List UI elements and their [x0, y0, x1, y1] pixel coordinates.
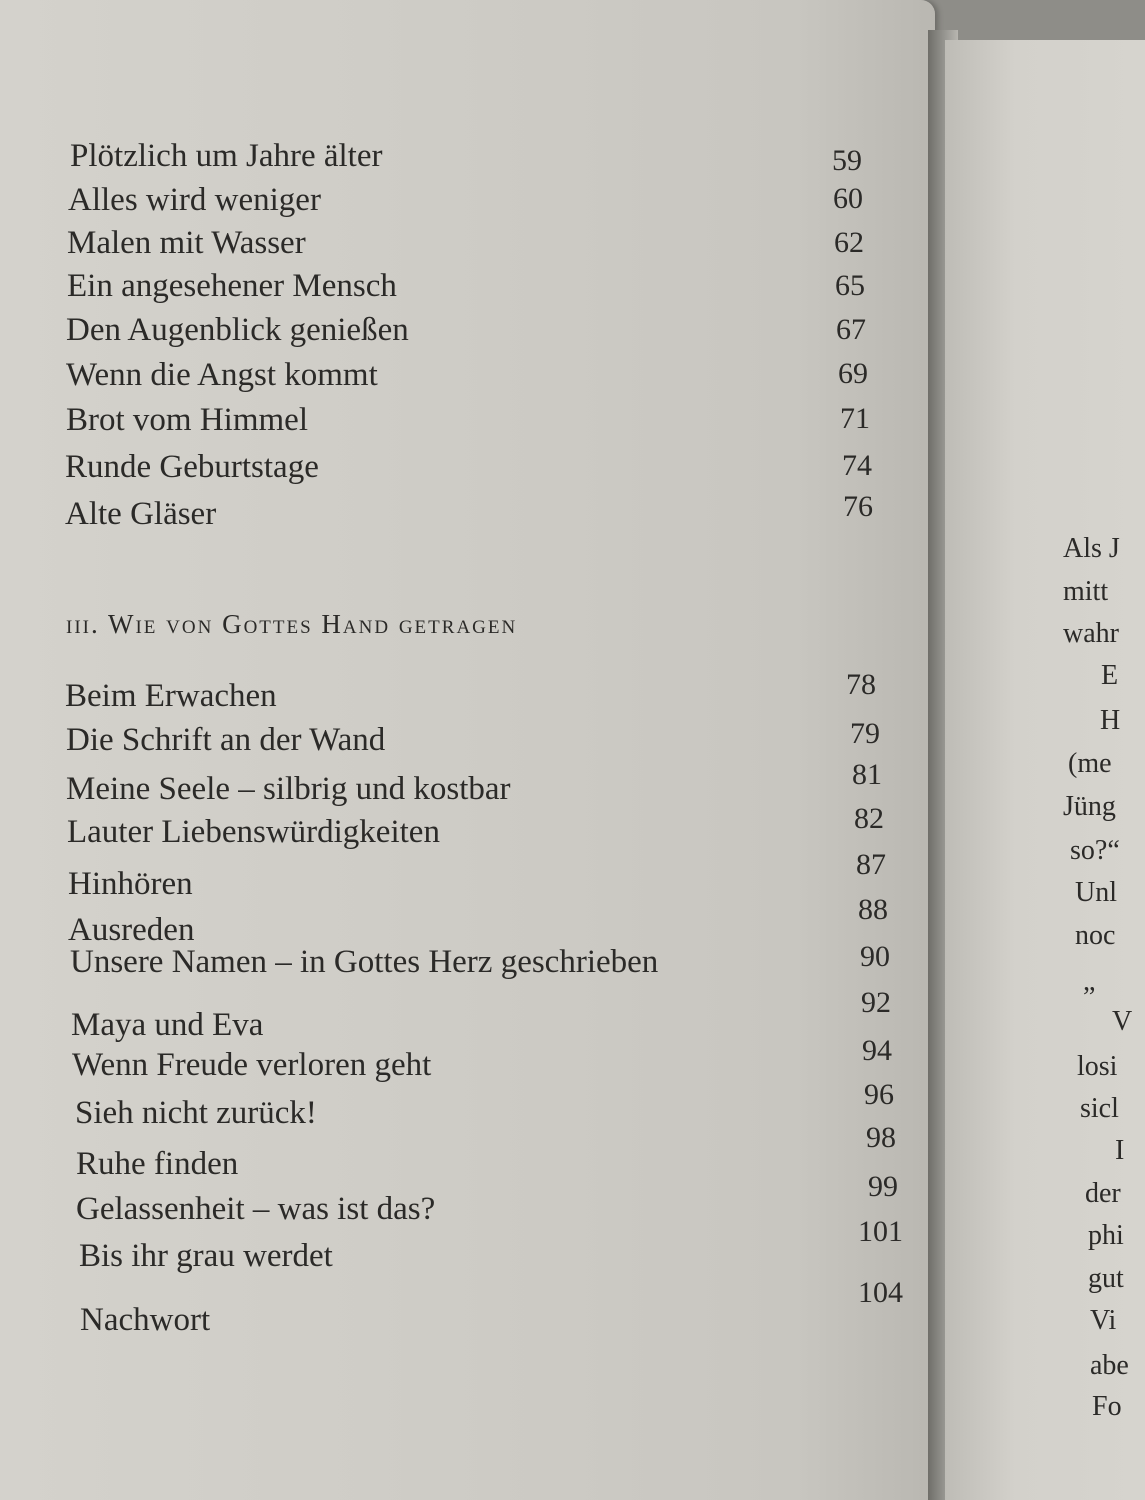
- right-page-line: sicl: [1080, 1093, 1119, 1124]
- toc-entry-page-number: 79: [850, 717, 880, 750]
- toc-entry-title: Ruhe finden: [76, 1146, 239, 1182]
- toc-entry-title: Beim Erwachen: [65, 678, 277, 714]
- toc-entry-page-number: 104: [858, 1276, 903, 1309]
- toc-entry-title: Sieh nicht zurück!: [75, 1095, 317, 1131]
- toc-entry-title: Brot vom Himmel: [66, 402, 308, 438]
- right-page-line: gut: [1088, 1263, 1124, 1294]
- toc-entry-title: Malen mit Wasser: [67, 225, 306, 261]
- toc-entry-page-number: 101: [858, 1215, 903, 1248]
- toc-entry-page-number: 96: [864, 1078, 894, 1111]
- right-page-line: Als J: [1063, 533, 1120, 564]
- right-page-line: noc: [1075, 920, 1116, 951]
- toc-entry-page-number: 69: [838, 357, 868, 390]
- toc-entry-page-number: 67: [836, 313, 866, 346]
- toc-entry-title: Nachwort: [80, 1302, 211, 1338]
- right-page-line: der: [1085, 1178, 1121, 1209]
- toc-entry-page-number: 87: [856, 848, 886, 881]
- toc-entry-page-number: 65: [835, 269, 865, 302]
- right-page-line: mitt: [1063, 576, 1109, 607]
- right-page-line: Jüng: [1063, 791, 1116, 822]
- toc-entry-title: Den Augenblick genießen: [66, 312, 409, 348]
- toc-entry-title: Unsere Namen – in Gottes Herz geschrieben: [70, 944, 659, 980]
- toc-entry-title: Ausreden: [68, 912, 195, 948]
- toc-entry-page-number: 62: [834, 226, 864, 259]
- right-page-line: phi: [1088, 1220, 1124, 1251]
- right-page-line: abe: [1090, 1350, 1129, 1381]
- right-page-line: wahr: [1063, 618, 1119, 649]
- toc-entry-page-number: 59: [832, 144, 862, 177]
- toc-entry-title: Wenn Freude verloren geht: [72, 1047, 432, 1083]
- toc-entry-title: Lauter Liebenswürdigkeiten: [67, 814, 440, 850]
- toc-entry-page-number: 71: [840, 402, 870, 435]
- toc-entry-title: Alte Gläser: [65, 496, 217, 532]
- toc-entry-title: Bis ihr grau werdet: [79, 1238, 333, 1274]
- toc-entry-page-number: 88: [858, 893, 888, 926]
- toc-entry-title: Maya und Eva: [71, 1007, 264, 1043]
- toc-entry-title: Wenn die Angst kommt: [66, 357, 378, 393]
- toc-entry-page-number: 81: [852, 758, 882, 791]
- toc-entry-title: Die Schrift an der Wand: [66, 722, 386, 758]
- right-page-line: Vi: [1090, 1305, 1117, 1336]
- toc-entry-title: Runde Geburtstage: [65, 449, 319, 485]
- right-page-line: E: [1101, 660, 1119, 691]
- right-page-line: V: [1112, 1006, 1133, 1037]
- right-page: [945, 40, 1145, 1500]
- toc-entry-page-number: 94: [862, 1034, 892, 1067]
- toc-entry-title: Gelassenheit – was ist das?: [76, 1191, 436, 1227]
- right-page-line: I: [1115, 1135, 1125, 1166]
- toc-entry-title: Hinhören: [68, 866, 193, 902]
- right-page-line: (me: [1068, 748, 1112, 779]
- toc-entry-page-number: 99: [868, 1170, 898, 1203]
- right-page-line: H: [1100, 705, 1121, 736]
- toc-entry-page-number: 98: [866, 1121, 896, 1154]
- toc-entry-page-number: 76: [843, 490, 873, 523]
- toc-entry-page-number: 78: [846, 668, 876, 701]
- right-page-line: Unl: [1075, 877, 1117, 908]
- toc-entry-title: Meine Seele – silbrig und kostbar: [66, 771, 511, 807]
- toc-entry-page-number: 82: [854, 802, 884, 835]
- toc-entry-page-number: 74: [842, 449, 872, 482]
- right-page-line: so?“: [1070, 835, 1120, 866]
- section-3-heading: iii. Wie von Gottes Hand getragen: [66, 609, 518, 639]
- toc-entry-page-number: 90: [860, 940, 890, 973]
- toc-entry-title: Alles wird weniger: [68, 182, 321, 218]
- toc-entry-title: Plötzlich um Jahre älter: [70, 138, 383, 174]
- toc-entry-page-number: 92: [861, 986, 891, 1019]
- right-page-line: losi: [1077, 1051, 1118, 1082]
- toc-entry-page-number: 60: [833, 182, 863, 215]
- toc-entry-title: Ein angesehener Mensch: [67, 268, 397, 304]
- right-page-line: „: [1083, 966, 1096, 997]
- right-page-line: Fo: [1092, 1391, 1122, 1422]
